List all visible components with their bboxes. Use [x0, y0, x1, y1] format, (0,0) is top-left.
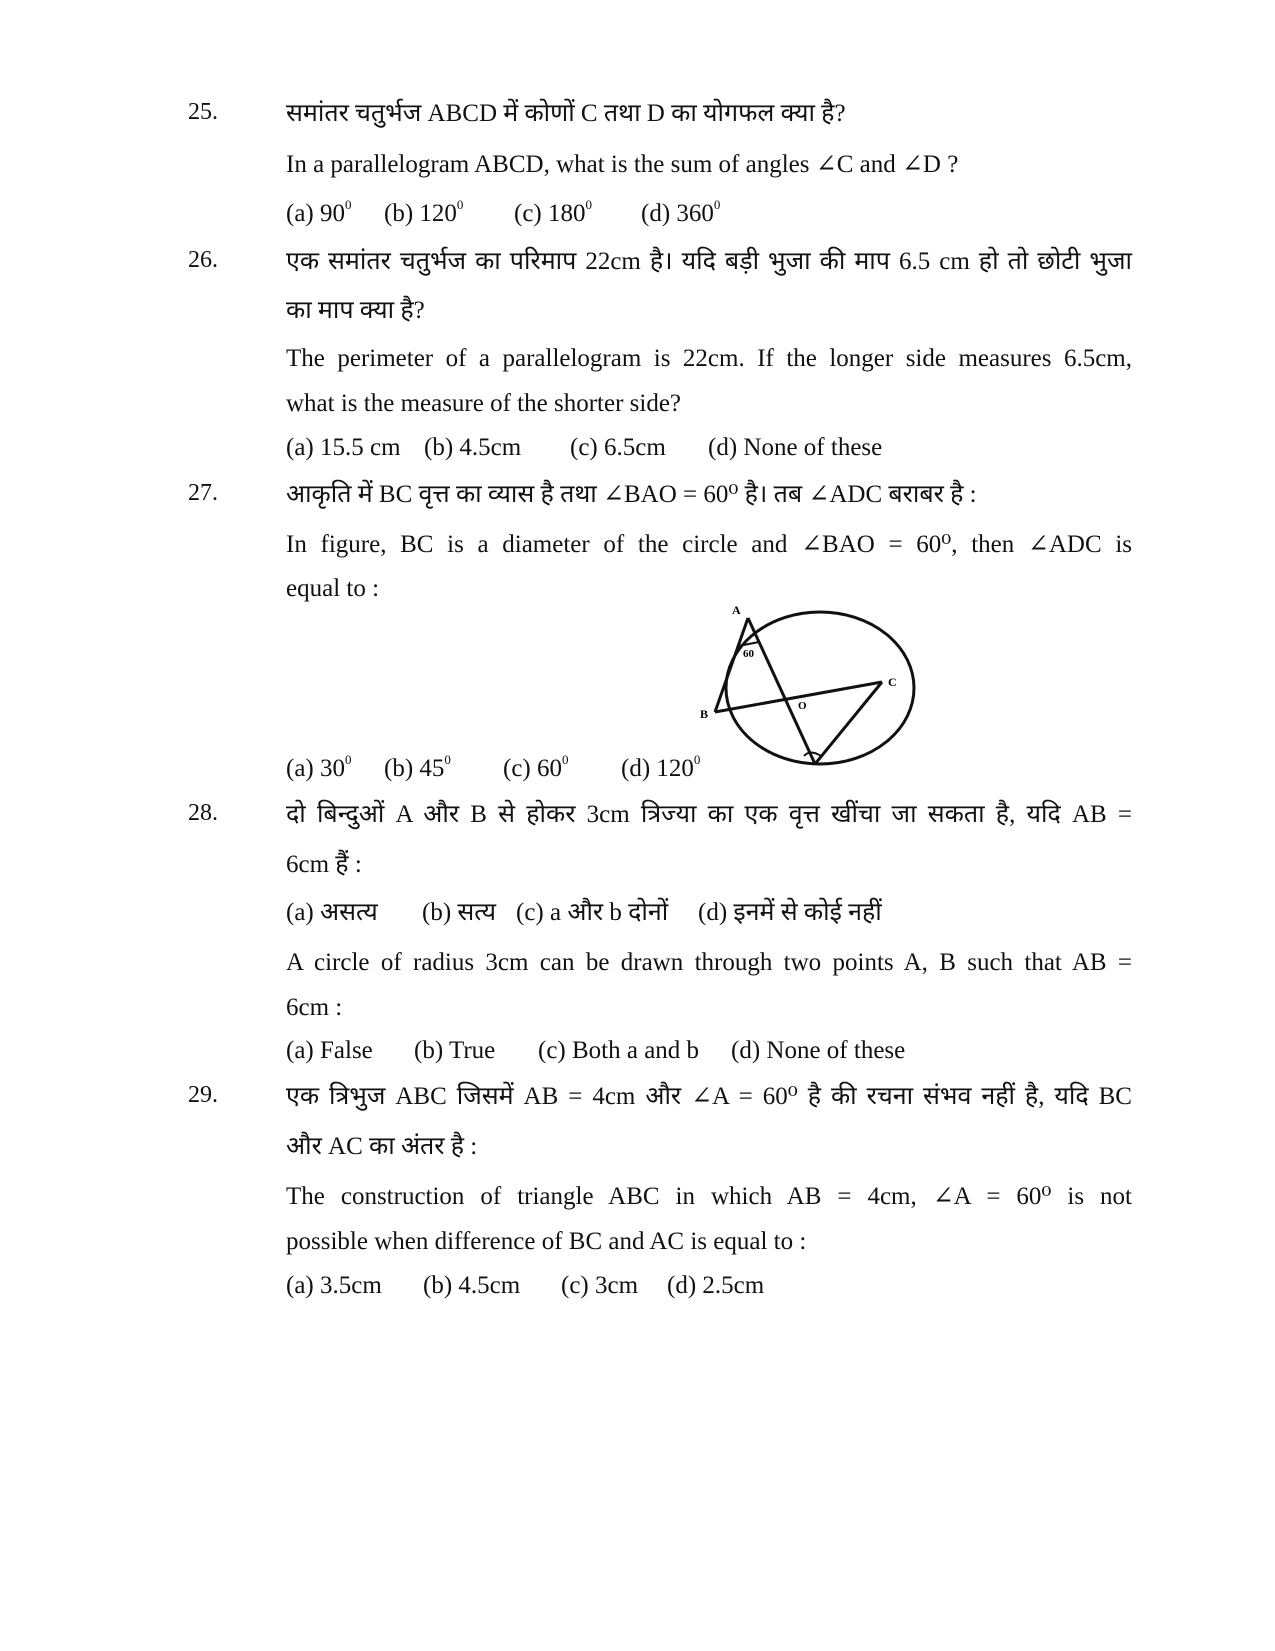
option-d: (d) None of these [731, 1037, 906, 1064]
hindi-option-a: (a) असत्य [286, 899, 378, 926]
option-c: (c) $180^0$ [514, 197, 592, 227]
option-a: (a) $90^0$ [286, 197, 352, 227]
question-hindi: समांतर चतुर्भज ABCD में कोणों C तथा D का योगफल क्या है? [286, 100, 846, 127]
label-a: A [732, 603, 741, 617]
options [286, 1036, 905, 1066]
option-b: (b) $120^0$ [384, 197, 464, 227]
option-b: (b) True [414, 1037, 496, 1064]
options [286, 433, 882, 463]
option-d: (d) $360^0$ [641, 197, 721, 227]
question-hindi-line-1: एक समांतर चतुर्भज का परिमाप 22cm है। यदि बड़ी भुजा की माप 6.5 cm हो तो छोटी भुजा [286, 248, 1132, 275]
options [286, 199, 720, 229]
hindi-option-d: (d) इनमें से कोई नहीं [698, 899, 882, 926]
question-number: 28. [188, 800, 218, 826]
question-hindi-line-2: 6cm हैं : [286, 851, 362, 878]
option-c: (c) 3cm [561, 1272, 639, 1299]
option-b: (b) 4.5cm [423, 1272, 521, 1299]
question-english-line-2: equal to : [286, 575, 380, 602]
circle-diagram [700, 600, 930, 770]
question-english-line-2: 6cm : [286, 994, 343, 1021]
segment-ab [715, 618, 748, 712]
option-a: (a) $30^0$ [286, 752, 352, 782]
question-number: 27. [188, 480, 218, 506]
question-hindi-line-2: और AC का अंतर है : [286, 1133, 478, 1160]
question-number: 25. [188, 99, 218, 125]
option-a: (a) 15.5 cm [286, 434, 401, 461]
hindi-options [286, 898, 882, 928]
angle-label: 60 [743, 648, 754, 660]
option-b: (b) 4.5cm [424, 434, 522, 461]
option-a: (a) 3.5cm [286, 1272, 382, 1299]
question-english-line-2: what is the measure of the shorter side? [286, 390, 682, 417]
question-english-line-2: possible when difference of BC and AC is equal to : [286, 1228, 807, 1255]
option-d: (d) 2.5cm [667, 1272, 765, 1299]
question-english: In a parallelogram ABCD, what is the sum of angles ∠C and ∠D ? [286, 151, 959, 178]
hindi-option-c: (c) a और b दोनों [516, 899, 669, 926]
segment-ad [748, 618, 815, 764]
angle-arc-a [738, 642, 759, 646]
question-number: 26. [188, 247, 218, 273]
option-b: (b) $45^0$ [384, 752, 451, 782]
question-english-line-1: A circle of radius 3cm can be drawn through two points A, B such that AB = [286, 949, 1132, 976]
question-hindi-line-2: का माप क्या है? [286, 297, 425, 324]
label-b: B [700, 707, 709, 721]
question-hindi: आकृति में BC वृत्त का व्यास है तथा ∠BAO = 60⁰ है। तब ∠ADC बराबर है : [286, 481, 977, 508]
question-english-line-1: In figure, BC is a diameter of the circle and ∠BAO = 60⁰, then ∠ADC is [286, 531, 1132, 558]
question-english-line-1: The perimeter of a parallelogram is 22cm. If the longer side measures 6.5cm, [286, 345, 1132, 372]
label-o: O [798, 700, 807, 712]
hindi-option-b: (b) सत्य [422, 899, 497, 926]
options [286, 754, 700, 784]
question-hindi-line-1: एक त्रिभुज ABC जिसमें AB = 4cm और ∠A = 60⁰ है की रचना संभव नहीं है, यदि BC [286, 1083, 1132, 1110]
option-d: (d) $120^0$ [621, 752, 701, 782]
option-c: (c) $60^0$ [503, 752, 569, 782]
option-a: (a) False [286, 1037, 373, 1064]
option-d: (d) None of these [708, 434, 883, 461]
option-c: (c) Both a and b [538, 1037, 700, 1064]
option-c: (c) 6.5cm [570, 434, 666, 461]
options [286, 1271, 764, 1301]
question-number: 29. [188, 1082, 218, 1108]
label-c: C [888, 675, 897, 689]
circle-figure [700, 600, 930, 770]
question-hindi-line-1: दो बिन्दुओं A और B से होकर 3cm त्रिज्या का एक वृत्त खींचा जा सकता है, यदि AB = [286, 801, 1132, 828]
question-english-line-1: The construction of triangle ABC in which AB = 4cm, ∠A = 60⁰ is not [286, 1183, 1132, 1210]
